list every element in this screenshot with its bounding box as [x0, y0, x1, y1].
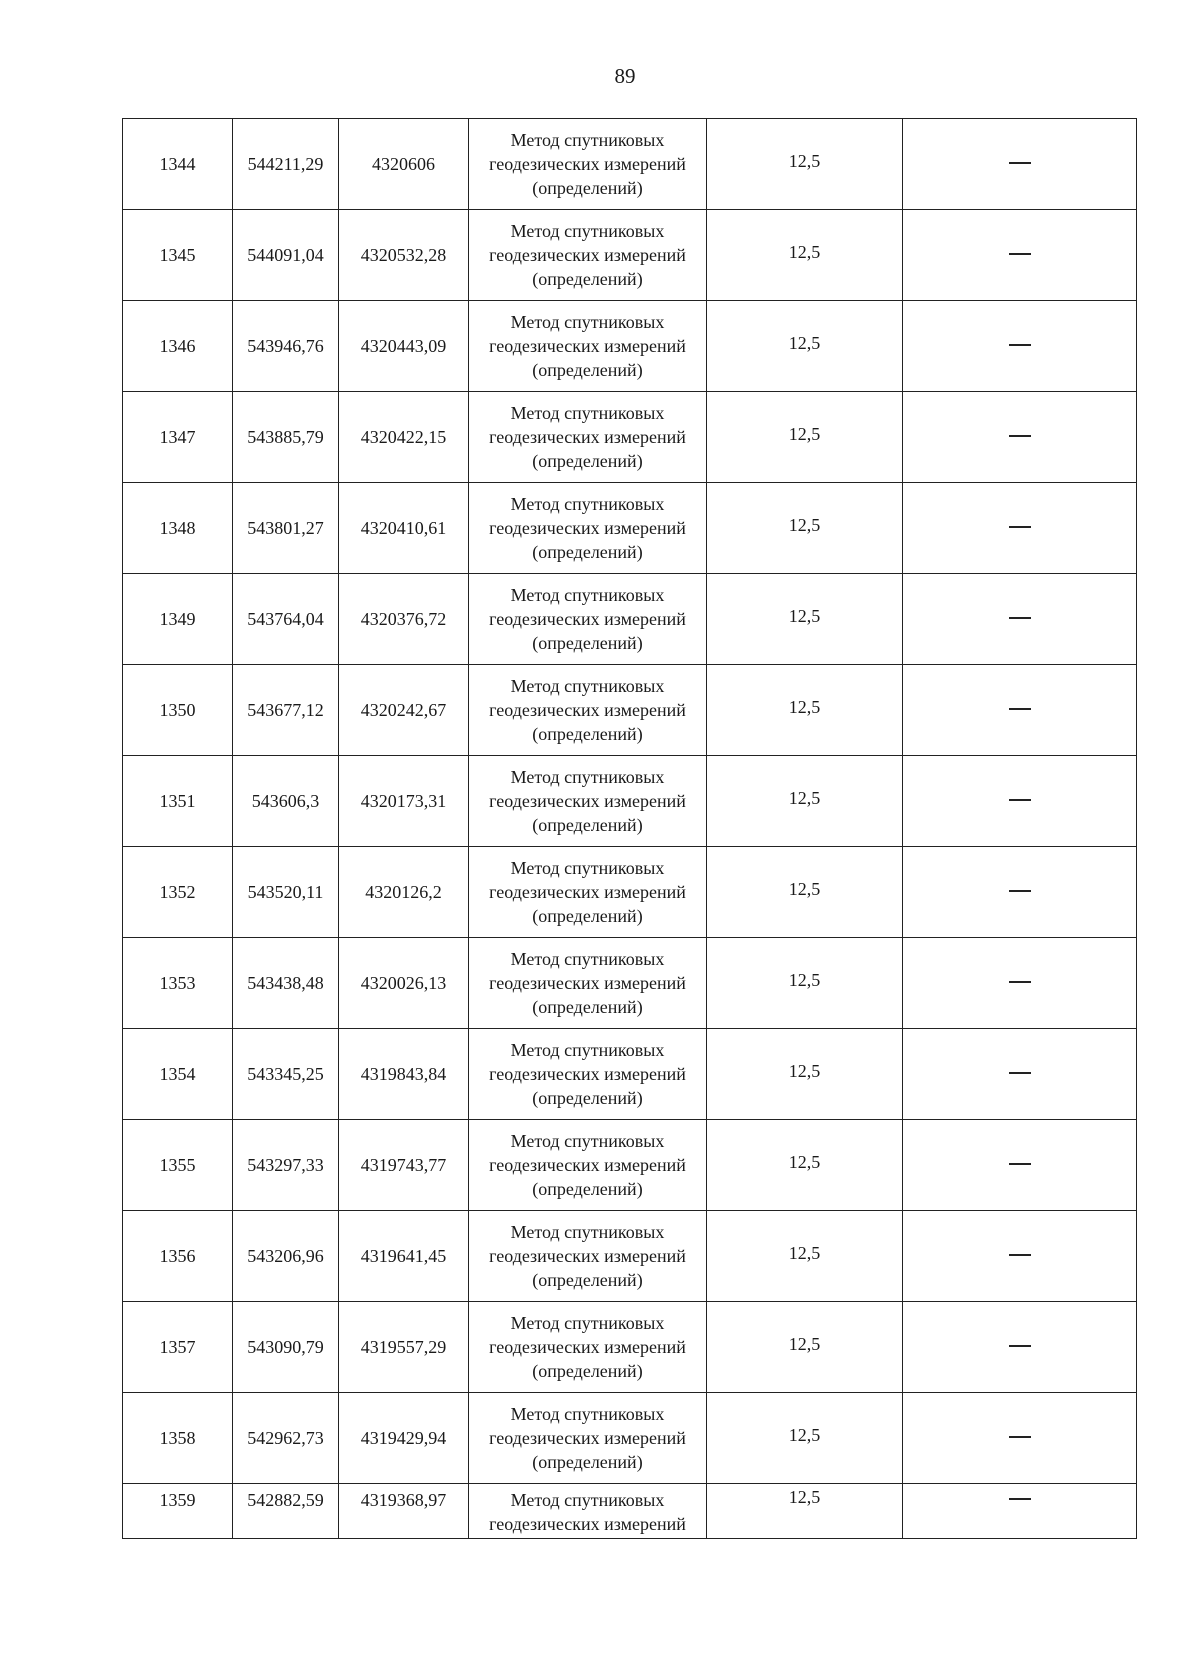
- table-row: [123, 1120, 1137, 1211]
- description-cell: [903, 756, 1137, 847]
- coordinate-y-cell: 4319429,94: [339, 1393, 469, 1484]
- accuracy-value: 12,5: [788, 333, 821, 353]
- dash-mark: [1009, 1163, 1031, 1165]
- accuracy-value: 12,5: [788, 788, 821, 808]
- description-cell: [903, 392, 1137, 483]
- accuracy-cell: [707, 938, 903, 1029]
- method-cell: [469, 938, 707, 1029]
- method-text-line1: Метод спутниковых: [510, 130, 665, 150]
- method-text-line3: (определений): [532, 633, 643, 653]
- dash-mark: [1009, 981, 1031, 983]
- description-cell: [903, 938, 1137, 1029]
- method-text-line1: Метод спутниковых: [510, 1131, 665, 1151]
- method-text-line1: Метод спутниковых: [510, 858, 665, 878]
- accuracy-cell: [707, 301, 903, 392]
- description-cell: [903, 574, 1137, 665]
- method-text-line1: Метод спутниковых: [510, 767, 665, 787]
- accuracy-cell: [707, 1211, 903, 1302]
- dash-mark: [1009, 1498, 1031, 1500]
- method-text-line2: геодезических измерений: [489, 1064, 686, 1084]
- coordinate-x-cell: 543297,33: [233, 1120, 339, 1211]
- accuracy-cell: [707, 756, 903, 847]
- table-row: [123, 392, 1137, 483]
- method-text-line2: геодезических измерений: [489, 336, 686, 356]
- method-text-line2: геодезических измерений: [489, 791, 686, 811]
- table-row: [123, 119, 1137, 210]
- coordinate-x-cell: 543946,76: [233, 301, 339, 392]
- dash-mark: [1009, 162, 1031, 164]
- dash-mark: [1009, 435, 1031, 437]
- description-cell: [903, 483, 1137, 574]
- point-number-cell: 1348: [123, 483, 233, 574]
- dash-mark: [1009, 708, 1031, 710]
- method-text-line3: (определений): [532, 815, 643, 835]
- method-text-line2: геодезических измерений: [489, 882, 686, 902]
- coordinate-x-cell: 544211,29: [233, 119, 339, 210]
- description-cell: [903, 1029, 1137, 1120]
- point-number-cell: 1359: [123, 1484, 233, 1539]
- coordinate-x-cell: 542962,73: [233, 1393, 339, 1484]
- coordinate-x-cell: 544091,04: [233, 210, 339, 301]
- method-text-line2: геодезических измерений: [489, 427, 686, 447]
- accuracy-value: 12,5: [788, 970, 821, 990]
- description-cell: [903, 1120, 1137, 1211]
- method-text-line3: (определений): [532, 1270, 643, 1290]
- coordinates-table: [122, 118, 1137, 1539]
- coordinate-x-cell: 543090,79: [233, 1302, 339, 1393]
- point-number-cell: 1353: [123, 938, 233, 1029]
- table-row: [123, 938, 1137, 1029]
- table-row: [123, 1484, 1137, 1539]
- coordinate-y-cell: 4319368,97: [339, 1484, 469, 1539]
- method-cell: [469, 301, 707, 392]
- coordinate-x-cell: 543520,11: [233, 847, 339, 938]
- accuracy-value: 12,5: [788, 151, 821, 171]
- accuracy-cell: [707, 210, 903, 301]
- table-row: [123, 1029, 1137, 1120]
- coordinate-y-cell: 4319743,77: [339, 1120, 469, 1211]
- method-cell: [469, 1120, 707, 1211]
- method-text-line3: (определений): [532, 1088, 643, 1108]
- accuracy-value: 12,5: [788, 1152, 821, 1172]
- accuracy-value: 12,5: [788, 879, 821, 899]
- method-text-line1: Метод спутниковых: [510, 403, 665, 423]
- accuracy-value: 12,5: [788, 1425, 821, 1445]
- table-row: [123, 847, 1137, 938]
- coordinate-y-cell: 4320126,2: [339, 847, 469, 938]
- table-row: [123, 665, 1137, 756]
- coordinate-y-cell: 4320606: [339, 119, 469, 210]
- coordinate-x-cell: 542882,59: [233, 1484, 339, 1539]
- accuracy-value: 12,5: [788, 515, 821, 535]
- accuracy-cell: [707, 1302, 903, 1393]
- coordinate-y-cell: 4320443,09: [339, 301, 469, 392]
- method-text-line2: геодезических измерений: [489, 1337, 686, 1357]
- method-text-line2: геодезических измерений: [489, 1428, 686, 1448]
- table-row: [123, 483, 1137, 574]
- point-number-cell: 1351: [123, 756, 233, 847]
- accuracy-value: 12,5: [788, 1243, 821, 1263]
- method-text-line2: геодезических измерений: [489, 973, 686, 993]
- coordinate-y-cell: 4320410,61: [339, 483, 469, 574]
- dash-mark: [1009, 1345, 1031, 1347]
- description-cell: [903, 210, 1137, 301]
- point-number-cell: 1347: [123, 392, 233, 483]
- method-text-line1: Метод спутниковых: [510, 1313, 665, 1333]
- point-number-cell: 1357: [123, 1302, 233, 1393]
- method-text-line3: (определений): [532, 269, 643, 289]
- method-text-line2: геодезических измерений: [489, 154, 686, 174]
- dash-mark: [1009, 344, 1031, 346]
- method-cell: [469, 1302, 707, 1393]
- method-text-line3: (определений): [532, 906, 643, 926]
- method-cell: [469, 392, 707, 483]
- method-text-line2: геодезических измерений: [489, 1155, 686, 1175]
- coordinate-y-cell: 4320173,31: [339, 756, 469, 847]
- method-text-line1: Метод спутниковых: [510, 312, 665, 332]
- accuracy-cell: [707, 483, 903, 574]
- method-cell: [469, 574, 707, 665]
- accuracy-value: 12,5: [788, 1061, 821, 1081]
- description-cell: [903, 1393, 1137, 1484]
- accuracy-value: 12,5: [788, 606, 821, 626]
- coordinate-x-cell: 543345,25: [233, 1029, 339, 1120]
- dash-mark: [1009, 617, 1031, 619]
- method-cell: [469, 1211, 707, 1302]
- accuracy-cell: [707, 665, 903, 756]
- dash-mark: [1009, 890, 1031, 892]
- page-number: 89: [614, 64, 636, 88]
- method-cell: [469, 483, 707, 574]
- dash-mark: [1009, 1436, 1031, 1438]
- method-text-line1: Метод спутниковых: [510, 1490, 665, 1510]
- coordinate-x-cell: 543677,12: [233, 665, 339, 756]
- coordinate-y-cell: 4320376,72: [339, 574, 469, 665]
- point-number-cell: 1354: [123, 1029, 233, 1120]
- accuracy-cell: [707, 847, 903, 938]
- coordinate-y-cell: 4320422,15: [339, 392, 469, 483]
- accuracy-cell: [707, 119, 903, 210]
- method-text-line1: Метод спутниковых: [510, 1222, 665, 1242]
- coordinate-y-cell: 4320242,67: [339, 665, 469, 756]
- method-text-line3: (определений): [532, 1179, 643, 1199]
- dash-mark: [1009, 1254, 1031, 1256]
- method-text-line2: геодезических измерений: [489, 700, 686, 720]
- method-text-line3: (определений): [532, 360, 643, 380]
- coordinate-y-cell: 4319557,29: [339, 1302, 469, 1393]
- table-row: [123, 574, 1137, 665]
- accuracy-cell: [707, 1484, 903, 1539]
- coordinate-x-cell: 543206,96: [233, 1211, 339, 1302]
- description-cell: [903, 301, 1137, 392]
- accuracy-cell: [707, 1393, 903, 1484]
- description-cell: [903, 119, 1137, 210]
- table-row: [123, 1393, 1137, 1484]
- accuracy-cell: [707, 392, 903, 483]
- method-cell: [469, 847, 707, 938]
- method-text-line3: (определений): [532, 1452, 643, 1472]
- method-text-line2: геодезических измерений: [489, 1514, 686, 1534]
- table-row: [123, 301, 1137, 392]
- point-number-cell: 1355: [123, 1120, 233, 1211]
- point-number-cell: 1358: [123, 1393, 233, 1484]
- coordinate-x-cell: 543438,48: [233, 938, 339, 1029]
- method-text-line1: Метод спутниковых: [510, 1404, 665, 1424]
- coordinate-y-cell: 4320026,13: [339, 938, 469, 1029]
- accuracy-cell: [707, 1120, 903, 1211]
- accuracy-value: 12,5: [788, 697, 821, 717]
- method-text-line1: Метод спутниковых: [510, 585, 665, 605]
- method-cell: [469, 756, 707, 847]
- coordinate-x-cell: 543801,27: [233, 483, 339, 574]
- method-text-line1: Метод спутниковых: [510, 221, 665, 241]
- dash-mark: [1009, 526, 1031, 528]
- coordinate-y-cell: 4319641,45: [339, 1211, 469, 1302]
- point-number-cell: 1350: [123, 665, 233, 756]
- coordinate-x-cell: 543764,04: [233, 574, 339, 665]
- accuracy-value: 12,5: [788, 242, 821, 262]
- point-number-cell: 1346: [123, 301, 233, 392]
- coordinate-x-cell: 543606,3: [233, 756, 339, 847]
- description-cell: [903, 1302, 1137, 1393]
- method-text-line1: Метод спутниковых: [510, 949, 665, 969]
- accuracy-value: 12,5: [788, 1487, 821, 1507]
- accuracy-cell: [707, 574, 903, 665]
- method-text-line2: геодезических измерений: [489, 518, 686, 538]
- description-cell: [903, 665, 1137, 756]
- description-cell: [903, 847, 1137, 938]
- method-cell: [469, 1393, 707, 1484]
- point-number-cell: 1352: [123, 847, 233, 938]
- point-number-cell: 1344: [123, 119, 233, 210]
- dash-mark: [1009, 1072, 1031, 1074]
- point-number-cell: 1349: [123, 574, 233, 665]
- method-text-line2: геодезических измерений: [489, 1246, 686, 1266]
- table-row: [123, 1211, 1137, 1302]
- method-cell: [469, 210, 707, 301]
- point-number-cell: 1345: [123, 210, 233, 301]
- method-text-line3: (определений): [532, 542, 643, 562]
- dash-mark: [1009, 799, 1031, 801]
- description-cell: [903, 1484, 1137, 1539]
- description-cell: [903, 1211, 1137, 1302]
- method-text-line3: (определений): [532, 997, 643, 1017]
- method-cell: [469, 665, 707, 756]
- method-text-line2: геодезических измерений: [489, 245, 686, 265]
- method-text-line1: Метод спутниковых: [510, 494, 665, 514]
- method-cell: [469, 1029, 707, 1120]
- coordinate-y-cell: 4320532,28: [339, 210, 469, 301]
- accuracy-value: 12,5: [788, 1334, 821, 1354]
- coordinate-y-cell: 4319843,84: [339, 1029, 469, 1120]
- coordinate-x-cell: 543885,79: [233, 392, 339, 483]
- method-cell: [469, 1484, 707, 1539]
- table-row: [123, 1302, 1137, 1393]
- method-text-line1: Метод спутниковых: [510, 1040, 665, 1060]
- method-text-line3: (определений): [532, 724, 643, 744]
- dash-mark: [1009, 253, 1031, 255]
- table-row: [123, 210, 1137, 301]
- method-text-line3: (определений): [532, 451, 643, 471]
- method-text-line3: (определений): [532, 1361, 643, 1381]
- method-text-line3: (определений): [532, 178, 643, 198]
- point-number-cell: 1356: [123, 1211, 233, 1302]
- method-cell: [469, 119, 707, 210]
- table-row: [123, 756, 1137, 847]
- method-text-line1: Метод спутниковых: [510, 676, 665, 696]
- accuracy-value: 12,5: [788, 424, 821, 444]
- method-text-line2: геодезических измерений: [489, 609, 686, 629]
- accuracy-cell: [707, 1029, 903, 1120]
